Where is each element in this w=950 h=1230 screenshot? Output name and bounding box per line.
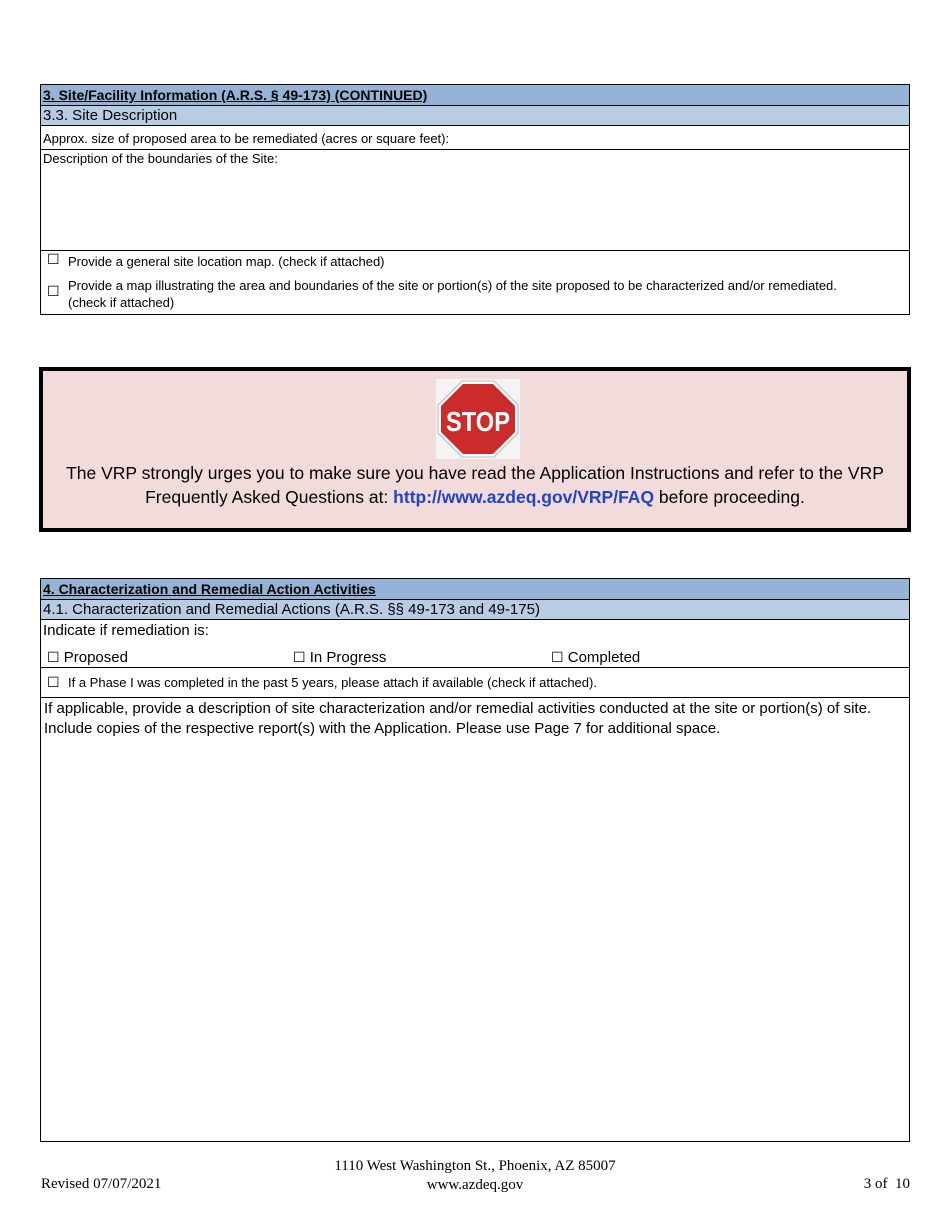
map-checkboxes	[41, 251, 909, 315]
revised-date: Revised 07/07/2021	[41, 1176, 162, 1192]
activities-description-label: If applicable, provide a description of site characterization and/or remedial activities conducted at the site or portion(s) of site. Include copies of the respective report(s) with the Application. Please use Page 7 for additional space.	[44, 700, 872, 737]
stop-text-before: The VRP strongly urges you to make sure you have read the Application Instructions and refer to the VRP Frequently Asked Questions at:	[66, 463, 884, 507]
site-boundaries-label: Description of the boundaries of the Site:	[43, 151, 278, 166]
site-location-map-label: Provide a general site location map. (check if attached)	[68, 254, 385, 269]
proposed-checkbox[interactable]: ☐	[47, 650, 60, 666]
stop-notice-text	[43, 461, 907, 509]
remediation-status-label: Indicate if remediation is:	[43, 622, 209, 639]
site-description-section	[40, 84, 910, 315]
phase-one-checkbox[interactable]: ☐	[47, 675, 60, 691]
footer-address: 1110 West Washington St., Phoenix, AZ 85007	[334, 1158, 616, 1174]
in-progress-checkbox[interactable]: ☐	[293, 650, 306, 666]
remediation-status-row	[41, 620, 909, 668]
characterization-section	[40, 578, 910, 1142]
site-size-label: Approx. size of proposed area to be remediated (acres or square feet):	[43, 131, 450, 146]
option-proposed[interactable]	[47, 649, 128, 666]
site-location-map-checkbox[interactable]: ☐	[47, 252, 60, 268]
section-4-1-subtitle: 4.1. Characterization and Remedial Actions (A.R.S. §§ 49-173 and 49-175)	[41, 600, 909, 620]
site-boundaries-field[interactable]	[41, 150, 909, 251]
stop-notice	[39, 367, 911, 532]
stop-text-after: before proceeding.	[654, 487, 805, 507]
phase-one-row	[41, 668, 909, 698]
site-boundaries-map-checkbox[interactable]: ☐	[47, 284, 60, 300]
section-4-title: 4. Characterization and Remedial Action Activities	[41, 579, 909, 600]
stop-sign-text: STOP	[446, 406, 510, 437]
proposed-label: Proposed	[63, 649, 128, 666]
completed-label: Completed	[567, 649, 641, 666]
footer-website[interactable]: www.azdeq.gov	[426, 1177, 524, 1193]
section-3-title: 3. Site/Facility Information (A.R.S. § 49-173) (CONTINUED)	[41, 85, 909, 106]
in-progress-label: In Progress	[309, 649, 387, 666]
page-number: 3 of 10	[863, 1176, 910, 1192]
completed-checkbox[interactable]: ☐	[551, 650, 564, 666]
stop-sign-icon	[436, 379, 520, 459]
section-3-3-subtitle: 3.3. Site Description	[41, 106, 909, 126]
phase-one-label: If a Phase I was completed in the past 5 years, please attach if available (check if attached).	[68, 675, 597, 690]
site-size-field[interactable]	[41, 126, 909, 150]
option-in-progress[interactable]	[293, 649, 386, 666]
vrp-faq-link[interactable]: http://www.azdeq.gov/VRP/FAQ	[393, 487, 655, 507]
activities-description-field[interactable]	[41, 698, 909, 1139]
footer-address-block	[250, 1157, 700, 1195]
option-completed[interactable]	[551, 649, 640, 666]
site-boundaries-map-label: Provide a map illustrating the area and boundaries of the site or portion(s) of the site proposed to be characterized and/or remediated. (check if attached)	[68, 278, 837, 310]
